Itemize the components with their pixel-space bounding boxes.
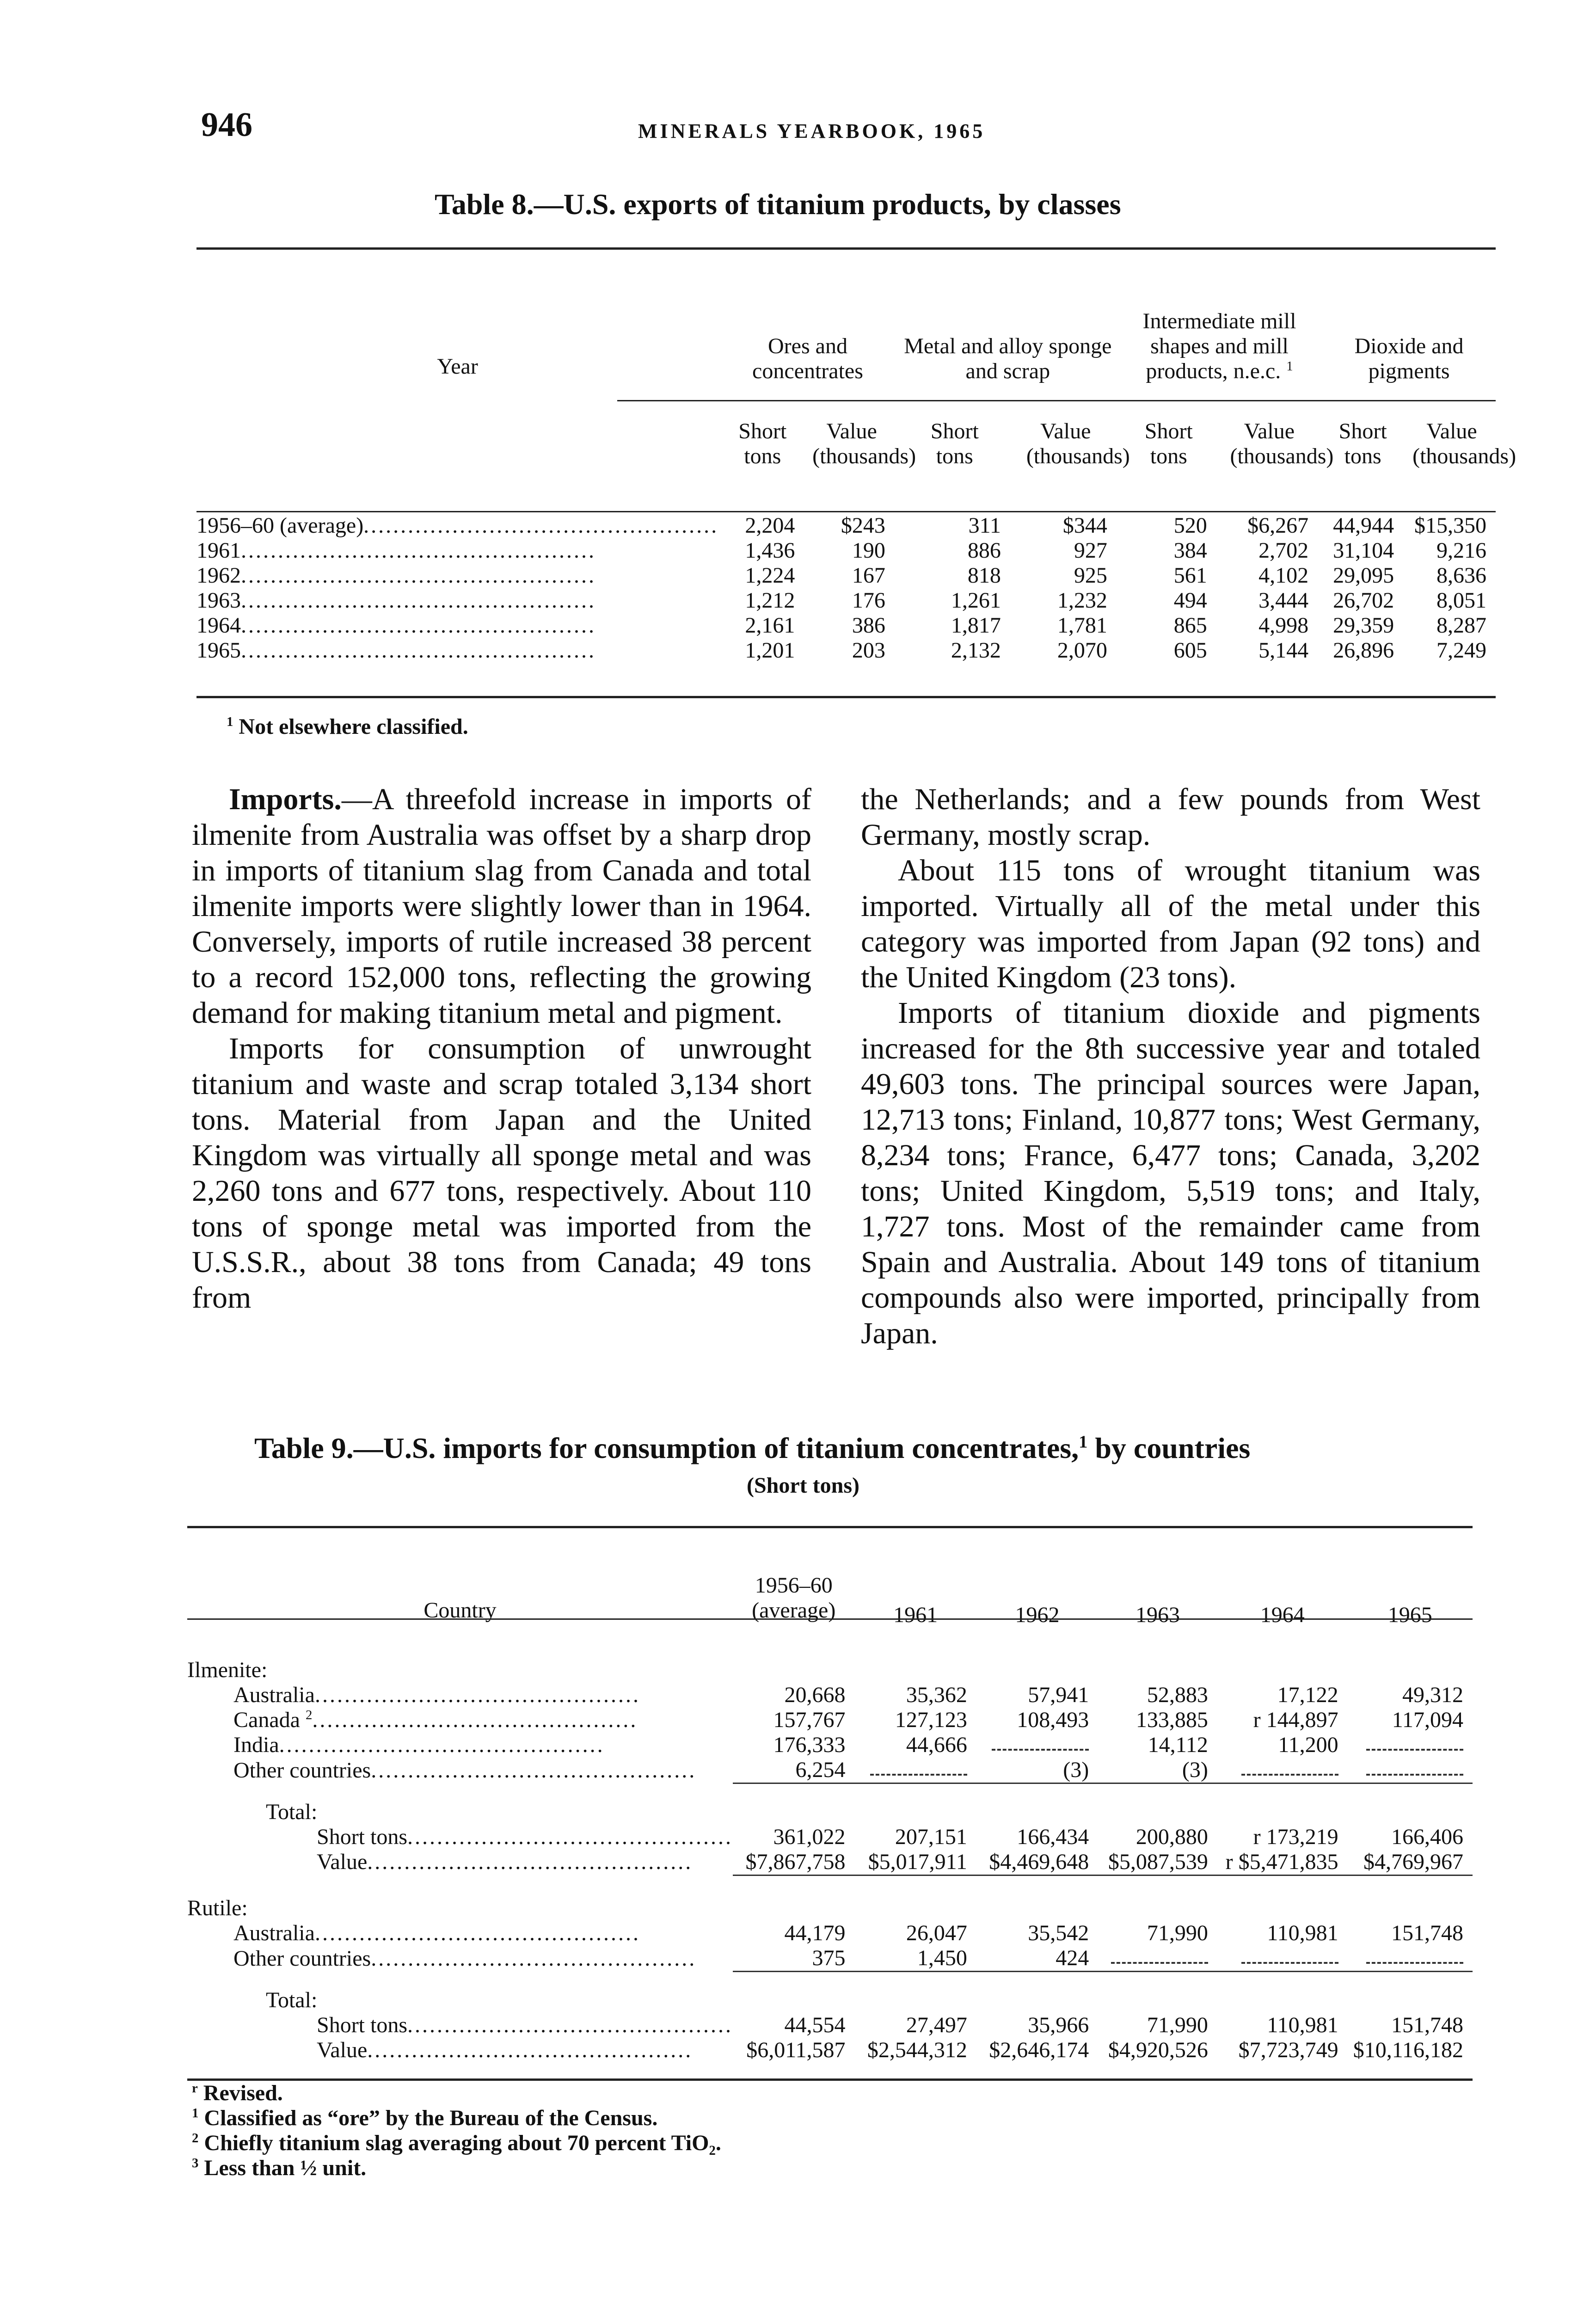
table9-row-label: Value <box>317 2037 368 2062</box>
table8-cell: 2,702 <box>1258 538 1309 563</box>
dash-placeholder <box>1241 1962 1338 1964</box>
table9-section-row <box>187 1896 1473 1921</box>
table8-cell: 561 <box>1173 563 1207 588</box>
table8-cell: 44,944 <box>1333 513 1394 538</box>
table8-cell: 384 <box>1173 538 1207 563</box>
table8-group-footnote-mark: 1 <box>1286 359 1293 374</box>
table9-cell: 71,990 <box>1147 2012 1208 2037</box>
table9-cell: 44,179 <box>784 1921 846 1945</box>
table9-row <box>187 2038 1473 2063</box>
table9-top-rule <box>187 1526 1473 1528</box>
table8-sub-value-2: Value (thousands) <box>1026 419 1130 468</box>
table9-cell: 14,112 <box>1148 1733 1208 1757</box>
table9-cell: 27,497 <box>906 2012 967 2037</box>
leader-dots: ............................................ <box>371 1946 697 1971</box>
leader-dots: ............................................ <box>312 1708 638 1732</box>
table9-row-label: Australia <box>233 1683 315 1707</box>
table8-cell: 31,104 <box>1333 538 1394 563</box>
table9-cell: 151,748 <box>1391 2012 1463 2037</box>
table8-footnote-mark: 1 <box>227 714 233 729</box>
table9-title <box>254 1431 1250 1465</box>
table9-cell: 166,406 <box>1391 1824 1463 1849</box>
table8-cell: 26,702 <box>1333 588 1394 613</box>
table8-row <box>196 638 1498 663</box>
table9-section-label: Rutile: <box>187 1896 248 1920</box>
table9-cell: $7,723,749 <box>1238 2037 1338 2062</box>
table9-cell: 117,094 <box>1392 1708 1463 1732</box>
running-title: MINERALS YEARBOOK, 1965 <box>638 120 986 142</box>
table9-subtitle: (Short tons) <box>747 1473 860 1498</box>
footnote-mark: r <box>192 2081 198 2096</box>
table9-cell: $4,469,648 <box>976 1850 1098 1875</box>
text-left-column <box>192 781 811 1316</box>
table9-section-label: Total: <box>266 1799 318 1824</box>
table8-cell: 9,216 <box>1436 538 1486 563</box>
table8-row <box>196 563 1498 588</box>
leader-dots: ............................................ <box>371 1758 697 1783</box>
table8-cell: 1,224 <box>745 563 795 588</box>
table8-year-cell: 1963 <box>196 588 241 613</box>
table8-cell: 26,896 <box>1333 638 1394 663</box>
dash-placeholder <box>1366 1962 1463 1964</box>
table8-header-rule <box>196 511 1496 512</box>
table8-cell: $344 <box>1062 513 1107 538</box>
table9-cell: 49,312 <box>1402 1683 1463 1707</box>
table8-cell: 2,204 <box>745 513 795 538</box>
table8-cell: 1,232 <box>1057 588 1107 613</box>
table8-cell: 8,287 <box>1436 613 1486 638</box>
table9-row-label: Other countries <box>233 1758 371 1783</box>
leader-dots: ................................................ <box>241 588 596 613</box>
table9-cell: 424 <box>976 1946 1098 1972</box>
table9-title-main: Table 9.—U.S. imports for consumption of titanium concentrates, <box>254 1432 1079 1464</box>
table8-cell: 29,359 <box>1333 613 1394 638</box>
table8-cell: 7,249 <box>1436 638 1486 663</box>
footnote-mark: 1 <box>192 2106 199 2121</box>
table8-title: Table 8.—U.S. exports of titanium products, by classes <box>435 188 1121 221</box>
table8-cell: 203 <box>852 638 885 663</box>
table9-year-4: 1964 <box>1260 1603 1305 1627</box>
table8-cell: $15,350 <box>1414 513 1486 538</box>
footnote-text: Less than ½ unit. <box>204 2156 367 2180</box>
table9-cell: 110,981 <box>1267 1921 1338 1945</box>
table9-cell: 20,668 <box>784 1683 846 1707</box>
table9-cell: 157,767 <box>773 1708 846 1732</box>
leader-dots: ............................................ <box>407 2012 733 2037</box>
table9-footnote <box>192 2156 721 2181</box>
table8-cell: 1,781 <box>1057 613 1107 638</box>
table9-cell: 108,493 <box>1017 1708 1089 1732</box>
leader-dots: ............................................ <box>314 1683 640 1707</box>
table8-sub-short-4: Short tons <box>1338 419 1387 468</box>
table8-sub-value-4: Value (thousands) <box>1412 419 1516 468</box>
dash-placeholder <box>992 1749 1089 1751</box>
table9-cell: 207,151 <box>895 1824 967 1849</box>
table9-row <box>187 1758 1473 1783</box>
table8-cell: 2,161 <box>745 613 795 638</box>
table9-row-footnote: 2 <box>305 1708 313 1722</box>
table9-section-label: Ilmenite: <box>187 1658 268 1682</box>
table8-group-dioxide: Dioxide and pigments <box>1354 334 1464 383</box>
table9-cell: 44,554 <box>784 2012 846 2037</box>
right-paragraph-1: the Netherlands; and a few pounds from West Germany, mostly scrap. <box>861 782 1480 852</box>
text-right-column <box>861 781 1480 1351</box>
table9-cell: 375 <box>733 1946 854 1972</box>
table9-cell: $2,544,312 <box>867 2037 967 2062</box>
table8 <box>196 250 1516 663</box>
table9-row <box>187 1708 1473 1733</box>
table8-year-cell: 1962 <box>196 563 241 588</box>
table8-cell: 925 <box>1074 563 1107 588</box>
table8-row <box>196 538 1498 563</box>
table8-footnote-text: Not elsewhere classified. <box>239 714 468 739</box>
imports-heading: Imports. <box>229 782 342 816</box>
table9-row-label: Short tons <box>317 2012 408 2037</box>
table8-bottom-rule <box>196 696 1496 698</box>
table8-cell: 865 <box>1173 613 1207 638</box>
table8-year-cell: 1965 <box>196 638 241 663</box>
table8-footnote <box>227 714 468 739</box>
leader-dots: ............................................ <box>314 1921 640 1945</box>
table8-cell: 2,070 <box>1057 638 1107 663</box>
table9-section-row <box>187 1800 1473 1825</box>
footnote-text: Revised. <box>203 2081 283 2105</box>
table9-cell: 35,362 <box>906 1683 967 1707</box>
table8-cell: 1,817 <box>951 613 1001 638</box>
table9-cell: $4,920,526 <box>1108 2037 1208 2062</box>
table9-year-5: 1965 <box>1387 1603 1432 1627</box>
table9-title-end: by countries <box>1087 1432 1251 1464</box>
page-number: 946 <box>201 106 252 144</box>
table9-cell: $7,867,758 <box>733 1850 854 1875</box>
table9-cell: r 144,897 <box>1253 1708 1338 1732</box>
table9-section-row <box>187 1988 1473 2013</box>
dash-placeholder <box>1111 1962 1208 1964</box>
table8-sub-short-1: Short tons <box>738 419 787 468</box>
right-paragraph-2: About 115 tons of wrought titanium was imported. Virtually all of the metal under this category was imported from Japan (92 tons) and the United Kingdom (23 tons). <box>861 854 1480 994</box>
table9-cell: 166,434 <box>1017 1824 1089 1849</box>
leader-dots: ................................................ <box>241 563 596 588</box>
table8-cell: 167 <box>852 563 885 588</box>
table9-cell: 200,880 <box>1136 1824 1208 1849</box>
table8-cell: 927 <box>1074 538 1107 563</box>
left-paragraph-2: Imports for consumption of unwrought titanium and waste and scrap totaled 3,134 short tons. Material from Japan and the United Kingdom was virtually all sponge metal and was 2,260 tons and 677 tons, respectively. About 110 tons of sponge metal was imported from the U.S.S.R., about 38 tons from Canada; 49 tons from <box>192 1032 811 1315</box>
table9-country-header: Country <box>424 1598 497 1623</box>
table8-cell: 29,095 <box>1333 563 1394 588</box>
table8-cell: 3,444 <box>1258 588 1309 613</box>
table9-footnote <box>192 2081 721 2106</box>
table8-sub-value-3: Value (thousands) <box>1230 419 1334 468</box>
table9-row-label: Other countries <box>233 1946 371 1971</box>
table9-cell: 71,990 <box>1147 1921 1208 1945</box>
table9-row <box>187 1921 1473 1946</box>
table9-row <box>187 1825 1473 1850</box>
table9-footnote <box>192 2106 721 2131</box>
table9-cell: (3) <box>1098 1758 1217 1783</box>
table8-sub-value-1: Value (thousands) <box>812 419 916 468</box>
table8-cell: 1,212 <box>745 588 795 613</box>
table9-cell: 110,981 <box>1267 2012 1338 2037</box>
table9-header-rule <box>187 1618 1473 1620</box>
table9-cell: $6,011,587 <box>746 2037 846 2062</box>
table8-group-intermediate: Intermediate mill shapes and mill products, n.e.c. <box>1142 309 1296 383</box>
footnote-text: Chiefly titanium slag averaging about 70 percent TiO₂. <box>204 2131 721 2155</box>
table9-cell: 35,542 <box>1028 1921 1089 1945</box>
table9-year-1: 1961 <box>893 1603 938 1627</box>
table8-cell: 4,998 <box>1258 613 1309 638</box>
table9-row <box>187 1683 1473 1708</box>
table8-year-cell: 1961 <box>196 538 241 563</box>
table8-row <box>196 588 1498 613</box>
table9-cell: $10,116,182 <box>1353 2037 1463 2062</box>
table9-section-label: Total: <box>266 1987 318 2012</box>
table8-row <box>196 513 1498 538</box>
table8-cell: 386 <box>852 613 885 638</box>
table8-group-metal: Metal and alloy sponge and scrap <box>904 334 1112 383</box>
table9-cell: $5,017,911 <box>854 1850 976 1875</box>
table9-section-row <box>187 1658 1473 1683</box>
leader-dots: ............................................ <box>367 2037 693 2062</box>
table9-year-0: 1956–60 (average) <box>752 1573 836 1623</box>
table8-year-header: Year <box>437 354 478 379</box>
table8-cell: 311 <box>968 513 1001 538</box>
table9-cell: 26,047 <box>906 1921 967 1945</box>
dash-placeholder <box>1241 1774 1338 1776</box>
table8-group-ores: Ores and concentrates <box>752 334 863 383</box>
table8-cell: 4,102 <box>1258 563 1309 588</box>
table8-cell: 5,144 <box>1258 638 1309 663</box>
table9-cell: 151,748 <box>1391 1921 1463 1945</box>
table8-cell: 886 <box>967 538 1001 563</box>
table8-cell: 520 <box>1173 513 1207 538</box>
table9-cell: 17,122 <box>1277 1683 1338 1707</box>
leader-dots: ................................................ <box>241 613 596 638</box>
dash-placeholder <box>1366 1774 1463 1776</box>
footnote-mark: 3 <box>192 2156 199 2171</box>
table9-footnote <box>192 2131 721 2156</box>
table9-cell: 11,200 <box>1278 1733 1338 1757</box>
table9-cell: 1,450 <box>854 1946 976 1972</box>
table9-row-label: Value <box>317 1850 368 1875</box>
footnote-text: Classified as “ore” by the Bureau of the Census. <box>204 2106 658 2130</box>
table9-cell: 176,333 <box>773 1733 846 1757</box>
table8-cell: 605 <box>1173 638 1207 663</box>
table9-cell: (3) <box>976 1758 1098 1783</box>
leader-dots: ................................................ <box>363 513 719 538</box>
leader-dots: ............................................ <box>279 1733 605 1757</box>
table8-cell: 8,051 <box>1436 588 1486 613</box>
table9-cell: 361,022 <box>773 1824 846 1849</box>
table9-cell: 133,885 <box>1136 1708 1208 1732</box>
table8-year-cell: 1964 <box>196 613 241 638</box>
table8-sub-short-2: Short tons <box>930 419 979 468</box>
table9-row-label: Australia <box>233 1921 315 1945</box>
table9-cell: $4,769,967 <box>1348 1850 1473 1875</box>
leader-dots: ................................................ <box>241 538 596 563</box>
left-paragraph-1: —A threefold increase in imports of ilmenite from Australia was offset by a sharp drop in imports of titanium slag from Canada and total ilmenite imports were slightly lower than in 1964. Conversely, imports of rutile increased 38 percent to a record 152,000 tons, reflecting the growing demand for making titanium metal and pigment. <box>192 782 811 1030</box>
table9-cell: r $5,471,835 <box>1217 1850 1348 1875</box>
table8-cell: 1,201 <box>745 638 795 663</box>
table9-footnotes <box>192 2081 721 2181</box>
table8-cell: 1,261 <box>951 588 1001 613</box>
leader-dots: ................................................ <box>241 638 596 663</box>
table8-cell: $243 <box>841 513 885 538</box>
table8-cell: 1,436 <box>745 538 795 563</box>
table9-row <box>187 1733 1473 1758</box>
table9-row-label: Short tons <box>317 1824 408 1849</box>
right-paragraph-3: Imports of titanium dioxide and pigments increased for the 8th successive year and totaled 49,603 tons. The principal sources were Japan, 12,713 tons; Finland, 10,877 tons; West Germany, 8,234 tons; France, 6,477 tons; Canada, 3,202 tons; United Kingdom, 5,519 tons; and Italy, 1,727 tons. Most of the remainder came from Spain and Australia. About 149 tons of titanium compounds also were imported, principally from Japan. <box>861 996 1480 1350</box>
table9-cell: 52,883 <box>1147 1683 1208 1707</box>
table8-sub-short-3: Short tons <box>1144 419 1193 468</box>
table9-row <box>187 1946 1473 1972</box>
table8-cell: 494 <box>1173 588 1207 613</box>
table9-cell: 57,941 <box>1028 1683 1089 1707</box>
table9-cell: r 173,219 <box>1253 1824 1338 1849</box>
table8-cell: 190 <box>852 538 885 563</box>
dash-placeholder <box>870 1774 967 1776</box>
leader-dots: ............................................ <box>367 1850 693 1875</box>
table9-cell: $2,646,174 <box>989 2037 1089 2062</box>
table9-cell: $5,087,539 <box>1098 1850 1217 1875</box>
table9-year-3: 1963 <box>1136 1603 1180 1627</box>
table8-cell: 176 <box>852 588 885 613</box>
table9-row-label: India <box>233 1733 279 1757</box>
table9-cell: 127,123 <box>895 1708 967 1732</box>
dash-placeholder <box>1366 1749 1463 1751</box>
table8-cell: 818 <box>967 563 1001 588</box>
table9-year-2: 1962 <box>1015 1603 1060 1627</box>
table8-cell: 8,636 <box>1436 563 1486 588</box>
table8-year-cell: 1956–60 (average) <box>196 513 364 538</box>
table9-cell: 35,966 <box>1028 2012 1089 2037</box>
leader-dots: ............................................ <box>407 1824 733 1849</box>
table9-cell: 6,254 <box>733 1758 854 1783</box>
table8-group-rule <box>617 400 1496 401</box>
footnote-mark: 2 <box>192 2131 199 2146</box>
table8-cell: $6,267 <box>1247 513 1309 538</box>
table9-row-label: Canada <box>233 1708 300 1732</box>
table9-row <box>187 1850 1473 1875</box>
table8-cell: 2,132 <box>951 638 1001 663</box>
table8-row <box>196 613 1498 638</box>
table9-title-sup: 1 <box>1079 1432 1088 1452</box>
table9-cell: 44,666 <box>906 1733 967 1757</box>
table9-row <box>187 2013 1473 2038</box>
